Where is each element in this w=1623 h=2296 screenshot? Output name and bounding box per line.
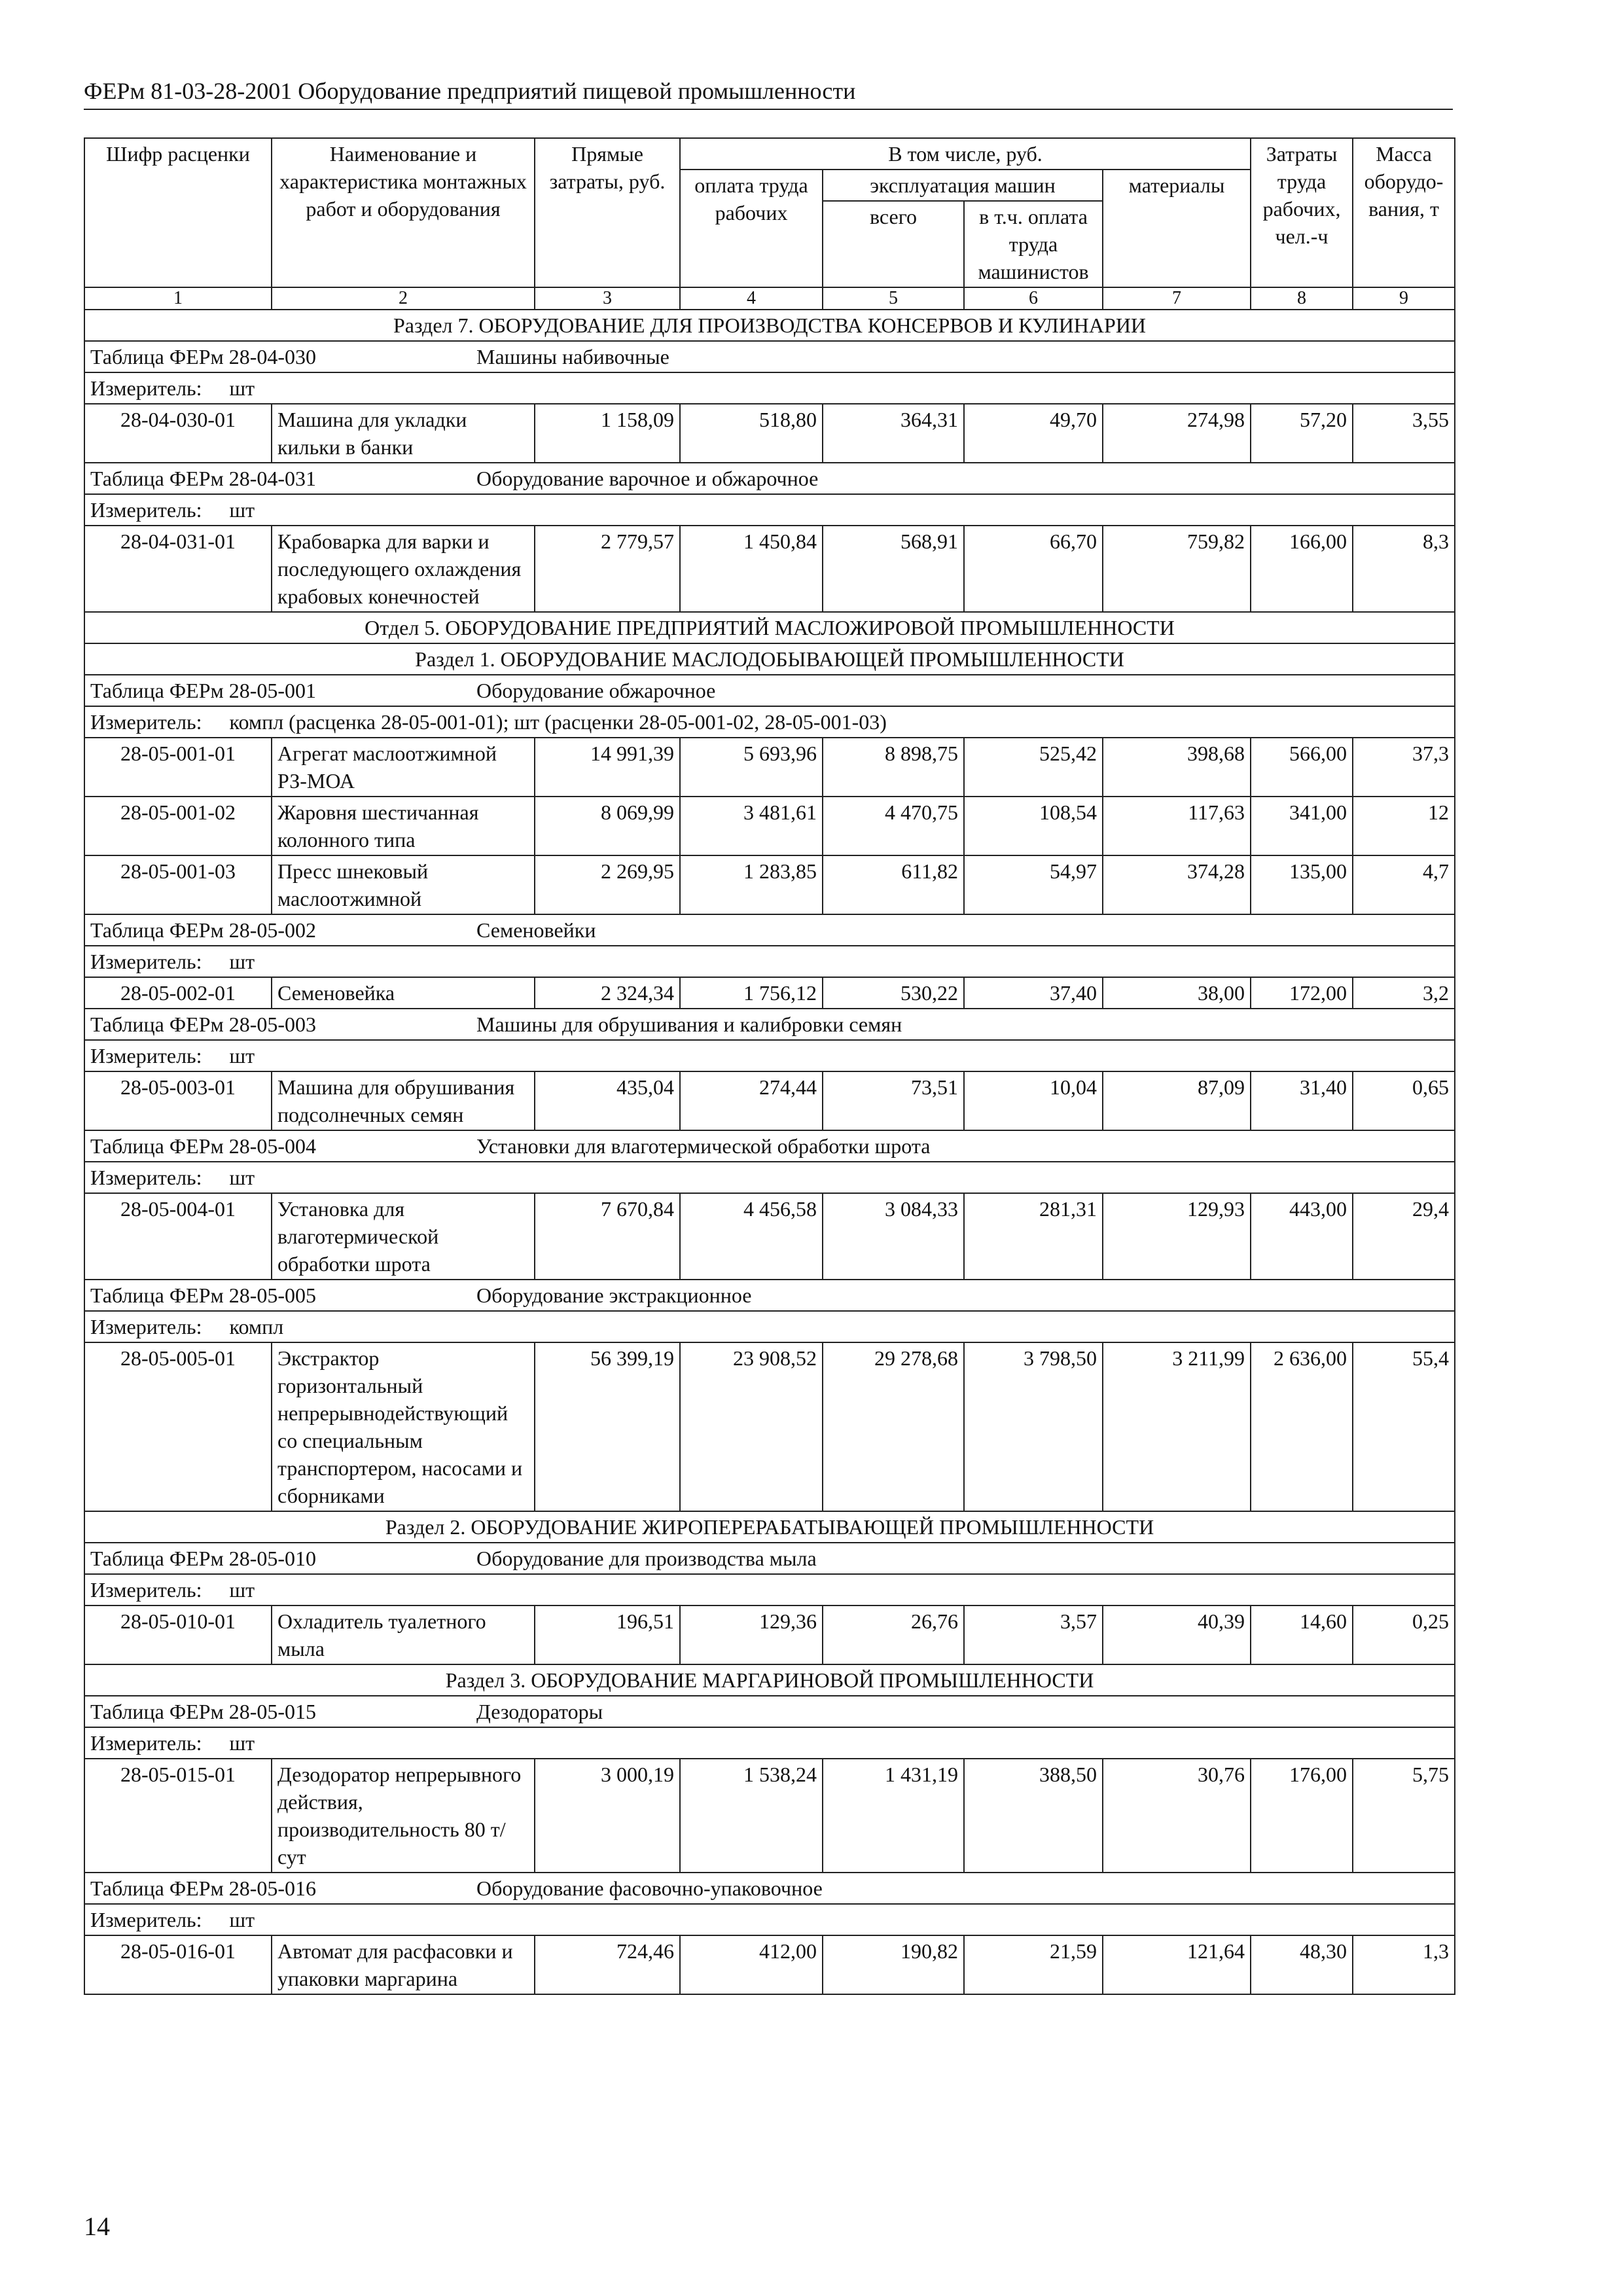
direct-costs: 14 991,39: [535, 738, 680, 797]
table-name: Машины для обрушивания и калибровки семян: [476, 1013, 902, 1036]
header-labor-hours: Затраты труда рабочих, чел.-ч: [1251, 138, 1353, 287]
measure-unit: [84, 1727, 1455, 1759]
price-table: [84, 137, 1455, 1995]
equipment-mass: 0,65: [1353, 1071, 1455, 1130]
table-name: Дезодораторы: [476, 1700, 603, 1723]
column-number: 3: [535, 287, 680, 310]
work-name: Агрегат маслоотжимной РЗ-МОА: [272, 738, 535, 797]
measure-value: шт: [229, 1044, 255, 1067]
table-name: Оборудование экстракционное: [476, 1283, 752, 1307]
table-name: Оборудование для производства мыла: [476, 1547, 817, 1570]
table-title: [84, 341, 1455, 372]
table-title: [84, 1696, 1455, 1727]
table-title: [84, 1543, 1455, 1574]
labor-hours: 176,00: [1251, 1759, 1353, 1873]
wages: 274,44: [680, 1071, 823, 1130]
measure-unit: [84, 946, 1455, 977]
measure-row: [84, 372, 1455, 404]
rate-code: 28-05-001-01: [84, 738, 272, 797]
table-title-row: [84, 1696, 1455, 1727]
machinists-wages: 66,70: [964, 526, 1103, 612]
machines-total: 1 431,19: [823, 1759, 964, 1873]
column-number: 4: [680, 287, 823, 310]
direct-costs: 2 324,34: [535, 977, 680, 1009]
materials: 121,64: [1103, 1935, 1251, 1994]
table-header: [84, 138, 1455, 310]
table-title: [84, 1009, 1455, 1040]
measure-row: [84, 1311, 1455, 1342]
labor-hours: 14,60: [1251, 1605, 1353, 1664]
labor-hours: 172,00: [1251, 977, 1353, 1009]
direct-costs: 8 069,99: [535, 797, 680, 855]
materials: 38,00: [1103, 977, 1251, 1009]
measure-value: шт: [229, 376, 255, 400]
table-row: [84, 526, 1455, 612]
materials: 117,63: [1103, 797, 1251, 855]
table-title-row: [84, 914, 1455, 946]
table-name: Оборудование обжарочное: [476, 679, 716, 702]
rate-code: 28-05-004-01: [84, 1193, 272, 1280]
table-title-row: [84, 1009, 1455, 1040]
materials: 129,93: [1103, 1193, 1251, 1280]
measure-row: [84, 1727, 1455, 1759]
table-row: [84, 1605, 1455, 1664]
rate-code: 28-05-002-01: [84, 977, 272, 1009]
materials: 3 211,99: [1103, 1342, 1251, 1511]
measure-unit: [84, 494, 1455, 526]
header-machinists-wages: в т.ч. оплата труда машинистов: [964, 201, 1103, 287]
measure-unit: [84, 706, 1455, 738]
table-code: Таблица ФЕРм 28-05-010: [90, 1547, 317, 1570]
header-materials: материалы: [1103, 170, 1251, 287]
section-heading-row: [84, 310, 1455, 341]
labor-hours: 135,00: [1251, 855, 1353, 914]
header-mass: Масса оборудо-вания, т: [1353, 138, 1455, 287]
section-heading-row: [84, 1511, 1455, 1543]
rate-code: 28-05-001-03: [84, 855, 272, 914]
table-code: Таблица ФЕРм 28-04-030: [90, 345, 317, 368]
table-row: [84, 1759, 1455, 1873]
work-name: Семеновейка: [272, 977, 535, 1009]
measure-row: [84, 494, 1455, 526]
measure-label: Измеритель:: [90, 498, 202, 522]
wages: 518,80: [680, 404, 823, 463]
machinists-wages: 37,40: [964, 977, 1103, 1009]
header-code: Шифр расценки: [84, 138, 272, 287]
direct-costs: 724,46: [535, 1935, 680, 1994]
materials: 398,68: [1103, 738, 1251, 797]
rate-code: 28-05-015-01: [84, 1759, 272, 1873]
table-name: Машины набивочные: [476, 345, 669, 368]
work-name: Охладитель туалетного мыла: [272, 1605, 535, 1664]
work-name: Машина для обрушивания подсолнечных семян: [272, 1071, 535, 1130]
measure-row: [84, 1574, 1455, 1605]
measure-unit: [84, 372, 1455, 404]
table-title: [84, 1873, 1455, 1904]
equipment-mass: 3,55: [1353, 404, 1455, 463]
rate-code: 28-05-016-01: [84, 1935, 272, 1994]
machines-total: 4 470,75: [823, 797, 964, 855]
table-name: Семеновейки: [476, 918, 596, 942]
labor-hours: 57,20: [1251, 404, 1353, 463]
measure-label: Измеритель:: [90, 1166, 202, 1189]
wages: 23 908,52: [680, 1342, 823, 1511]
rate-code: 28-05-001-02: [84, 797, 272, 855]
table-name: Оборудование фасовочно-упаковочное: [476, 1876, 823, 1900]
equipment-mass: 0,25: [1353, 1605, 1455, 1664]
measure-value: шт: [229, 1578, 255, 1602]
direct-costs: 1 158,09: [535, 404, 680, 463]
column-number: 1: [84, 287, 272, 310]
measure-label: Измеритель:: [90, 1044, 202, 1067]
table-title: [84, 914, 1455, 946]
equipment-mass: 37,3: [1353, 738, 1455, 797]
measure-label: Измеритель:: [90, 1578, 202, 1602]
table-row: [84, 797, 1455, 855]
direct-costs: 196,51: [535, 1605, 680, 1664]
measure-label: Измеритель:: [90, 950, 202, 973]
machinists-wages: 49,70: [964, 404, 1103, 463]
machinists-wages: 388,50: [964, 1759, 1103, 1873]
measure-row: [84, 1040, 1455, 1071]
machines-total: 364,31: [823, 404, 964, 463]
header-direct-costs: Прямые затраты, руб.: [535, 138, 680, 287]
direct-costs: 7 670,84: [535, 1193, 680, 1280]
measure-label: Измеритель:: [90, 1315, 202, 1338]
header-machines: эксплуатация машин: [823, 170, 1103, 201]
page-header: ФЕРм 81-03-28-2001 Оборудование предприятий пищевой промышленности: [84, 77, 1453, 110]
measure-unit: [84, 1904, 1455, 1935]
table-code: Таблица ФЕРм 28-05-002: [90, 918, 317, 942]
equipment-mass: 3,2: [1353, 977, 1455, 1009]
measure-unit: [84, 1311, 1455, 1342]
machinists-wages: 54,97: [964, 855, 1103, 914]
labor-hours: 31,40: [1251, 1071, 1353, 1130]
table-code: Таблица ФЕРм 28-04-031: [90, 467, 317, 490]
measure-value: компл: [229, 1315, 284, 1338]
table-code: Таблица ФЕРм 28-05-003: [90, 1013, 317, 1036]
measure-value: компл (расценка 28-05-001-01); шт (расценки 28-05-001-02, 28-05-001-03): [229, 710, 887, 734]
measure-unit: [84, 1040, 1455, 1071]
measure-row: [84, 706, 1455, 738]
wages: 129,36: [680, 1605, 823, 1664]
labor-hours: 443,00: [1251, 1193, 1353, 1280]
machinists-wages: 3,57: [964, 1605, 1103, 1664]
section-heading-row: [84, 643, 1455, 675]
header-machines-total: всего: [823, 201, 964, 287]
measure-label: Измеритель:: [90, 376, 202, 400]
machines-total: 8 898,75: [823, 738, 964, 797]
section-heading: Раздел 7. ОБОРУДОВАНИЕ ДЛЯ ПРОИЗВОДСТВА КОНСЕРВОВ И КУЛИНАРИИ: [84, 310, 1455, 341]
wages: 5 693,96: [680, 738, 823, 797]
wages: 3 481,61: [680, 797, 823, 855]
table-title: [84, 1130, 1455, 1162]
work-name: Автомат для расфасовки и упаковки маргарина: [272, 1935, 535, 1994]
section-heading-row: [84, 1664, 1455, 1696]
table-title-row: [84, 341, 1455, 372]
labor-hours: 566,00: [1251, 738, 1353, 797]
measure-value: шт: [229, 1908, 255, 1931]
measure-row: [84, 1904, 1455, 1935]
work-name: Пресс шнековый маслоотжимной: [272, 855, 535, 914]
header-including: В том числе, руб.: [680, 138, 1251, 170]
section-heading: Раздел 3. ОБОРУДОВАНИЕ МАРГАРИНОВОЙ ПРОМЫШЛЕННОСТИ: [84, 1664, 1455, 1696]
table-row: [84, 404, 1455, 463]
measure-label: Измеритель:: [90, 1731, 202, 1755]
header-wages: оплата труда рабочих: [680, 170, 823, 287]
table-title-row: [84, 1543, 1455, 1574]
table-code: Таблица ФЕРм 28-05-001: [90, 679, 317, 702]
table-name: Установки для влаготермической обработки шрота: [476, 1134, 931, 1158]
table-row: [84, 738, 1455, 797]
materials: 374,28: [1103, 855, 1251, 914]
measure-value: шт: [229, 1166, 255, 1189]
direct-costs: 2 269,95: [535, 855, 680, 914]
table-row: [84, 977, 1455, 1009]
machines-total: 568,91: [823, 526, 964, 612]
equipment-mass: 12: [1353, 797, 1455, 855]
measure-row: [84, 1162, 1455, 1193]
table-code: Таблица ФЕРм 28-05-015: [90, 1700, 317, 1723]
measure-label: Измеритель:: [90, 1908, 202, 1931]
column-numbers: [84, 287, 1455, 310]
table-title-row: [84, 1130, 1455, 1162]
machines-total: 26,76: [823, 1605, 964, 1664]
table-title: [84, 463, 1455, 494]
section-heading: Раздел 1. ОБОРУДОВАНИЕ МАСЛОДОБЫВАЮЩЕЙ ПРОМЫШЛЕННОСТИ: [84, 643, 1455, 675]
page-number: 14: [84, 2212, 110, 2241]
rate-code: 28-04-030-01: [84, 404, 272, 463]
wages: 412,00: [680, 1935, 823, 1994]
column-number: 2: [272, 287, 535, 310]
work-name: Дезодоратор непрерывного действия, производительность 80 т/сут: [272, 1759, 535, 1873]
materials: 759,82: [1103, 526, 1251, 612]
materials: 40,39: [1103, 1605, 1251, 1664]
machines-total: 29 278,68: [823, 1342, 964, 1511]
table-code: Таблица ФЕРм 28-05-005: [90, 1283, 317, 1307]
machinists-wages: 21,59: [964, 1935, 1103, 1994]
table-title-row: [84, 1280, 1455, 1311]
table-row: [84, 1935, 1455, 1994]
direct-costs: 56 399,19: [535, 1342, 680, 1511]
table-row: [84, 1071, 1455, 1130]
machinists-wages: 525,42: [964, 738, 1103, 797]
machinists-wages: 10,04: [964, 1071, 1103, 1130]
labor-hours: 2 636,00: [1251, 1342, 1353, 1511]
table-code: Таблица ФЕРм 28-05-004: [90, 1134, 317, 1158]
measure-value: шт: [229, 498, 255, 522]
machines-total: 73,51: [823, 1071, 964, 1130]
machines-total: 190,82: [823, 1935, 964, 1994]
materials: 30,76: [1103, 1759, 1251, 1873]
materials: 274,98: [1103, 404, 1251, 463]
materials: 87,09: [1103, 1071, 1251, 1130]
machines-total: 3 084,33: [823, 1193, 964, 1280]
machinists-wages: 281,31: [964, 1193, 1103, 1280]
column-number: 5: [823, 287, 964, 310]
machines-total: 530,22: [823, 977, 964, 1009]
rate-code: 28-05-003-01: [84, 1071, 272, 1130]
labor-hours: 166,00: [1251, 526, 1353, 612]
table-body: [84, 310, 1455, 1994]
equipment-mass: 5,75: [1353, 1759, 1455, 1873]
direct-costs: 435,04: [535, 1071, 680, 1130]
table-code: Таблица ФЕРм 28-05-016: [90, 1876, 317, 1900]
table-title: [84, 675, 1455, 706]
measure-value: шт: [229, 1731, 255, 1755]
table-row: [84, 855, 1455, 914]
column-number: 9: [1353, 287, 1455, 310]
work-name: Крабоварка для варки и последующего охлаждения крабовых конечностей: [272, 526, 535, 612]
table-row: [84, 1193, 1455, 1280]
measure-label: Измеритель:: [90, 710, 202, 734]
equipment-mass: 55,4: [1353, 1342, 1455, 1511]
rate-code: 28-04-031-01: [84, 526, 272, 612]
work-name: Машина для укладки кильки в банки: [272, 404, 535, 463]
measure-row: [84, 946, 1455, 977]
measure-unit: [84, 1574, 1455, 1605]
labor-hours: 341,00: [1251, 797, 1353, 855]
work-name: Жаровня шестичанная колонного типа: [272, 797, 535, 855]
equipment-mass: 4,7: [1353, 855, 1455, 914]
rate-code: 28-05-005-01: [84, 1342, 272, 1511]
table-title-row: [84, 675, 1455, 706]
direct-costs: 2 779,57: [535, 526, 680, 612]
wages: 1 450,84: [680, 526, 823, 612]
section-heading-row: [84, 612, 1455, 643]
column-number: 8: [1251, 287, 1353, 310]
header-name: Наименование и характеристика монтажных работ и оборудования: [272, 138, 535, 287]
table-row: [84, 1342, 1455, 1511]
column-number: 6: [964, 287, 1103, 310]
measure-unit: [84, 1162, 1455, 1193]
equipment-mass: 29,4: [1353, 1193, 1455, 1280]
labor-hours: 48,30: [1251, 1935, 1353, 1994]
work-name: Экстрактор горизонтальный непрерывнодействующий со специальным транспортером, насосами и сборниками: [272, 1342, 535, 1511]
wages: 4 456,58: [680, 1193, 823, 1280]
table-title-row: [84, 463, 1455, 494]
machinists-wages: 3 798,50: [964, 1342, 1103, 1511]
direct-costs: 3 000,19: [535, 1759, 680, 1873]
wages: 1 538,24: [680, 1759, 823, 1873]
wages: 1 283,85: [680, 855, 823, 914]
section-heading: Отдел 5. ОБОРУДОВАНИЕ ПРЕДПРИЯТИЙ МАСЛОЖИРОВОЙ ПРОМЫШЛЕННОСТИ: [84, 612, 1455, 643]
measure-value: шт: [229, 950, 255, 973]
machines-total: 611,82: [823, 855, 964, 914]
rate-code: 28-05-010-01: [84, 1605, 272, 1664]
section-heading: Раздел 2. ОБОРУДОВАНИЕ ЖИРОПЕРЕРАБАТЫВАЮЩЕЙ ПРОМЫШЛЕННОСТИ: [84, 1511, 1455, 1543]
table-title: [84, 1280, 1455, 1311]
machinists-wages: 108,54: [964, 797, 1103, 855]
equipment-mass: 8,3: [1353, 526, 1455, 612]
column-number: 7: [1103, 287, 1251, 310]
table-title-row: [84, 1873, 1455, 1904]
equipment-mass: 1,3: [1353, 1935, 1455, 1994]
wages: 1 756,12: [680, 977, 823, 1009]
table-name: Оборудование варочное и обжарочное: [476, 467, 819, 490]
work-name: Установка для влаготермической обработки шрота: [272, 1193, 535, 1280]
